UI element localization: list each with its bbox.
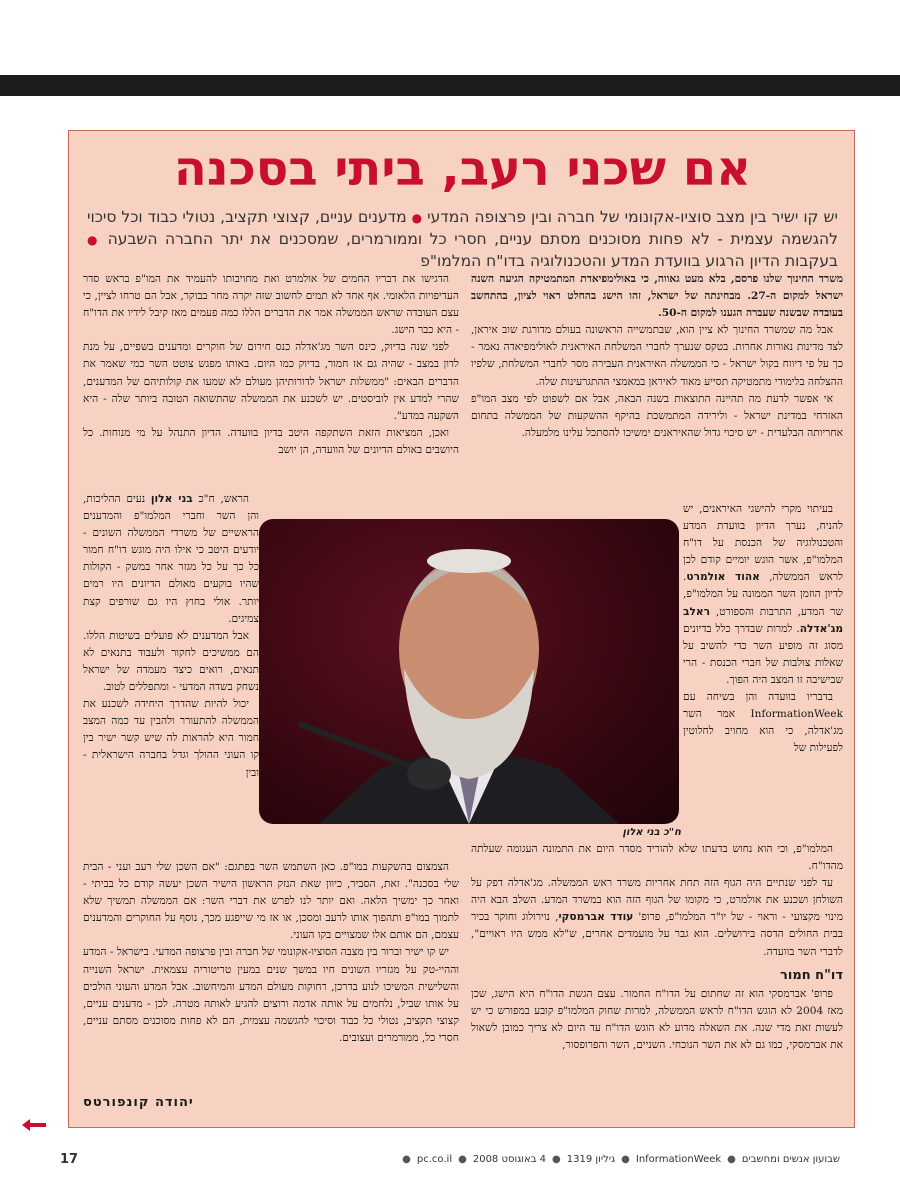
paragraph [683, 501, 843, 689]
paragraph: הצמצום בהשקעות במו"פ. כאן השתמש השר בפתגם: "אם השכן שלי רעב ועני - הבית שלי בסכנה". זאת, הסביר, כיוון שאת הנזק הראשון הישיר השכן יעשה קודם כל בביתי - ואחר כך ימשיך הלאה. ואם יותר לנו לפרש את דברי השר: אם הממשלה תמשיך שלא לתמוך במו"פ ותהפוך אותו לרעב ומסכן, או אז מי שייפגע מכך, נוסף על החוקרים והמדענים עצמם, הם אותם אלו שמצויים בקו העוני. [83, 861, 459, 942]
footer-date: 4 באוגוסט 2008 [472, 1153, 547, 1165]
column-right-bottom [471, 841, 843, 1121]
text: אמר השר מג'אדלה, כי הוא מחויב לחלוטין לפעילות של [683, 708, 843, 755]
text: הראש, ח"כ [198, 493, 249, 505]
portrait-illustration [259, 519, 679, 824]
paragraph: ואכן, המציאות הזאת השתקפה היטב בדיון בוועדה. הדיון התנהל על מי מנוחות. כל היושבים באולם הדיונים של הוועדה, הן יושב [83, 426, 459, 456]
page-number: 17 [60, 1151, 79, 1167]
person-name: ראלב מג'אדלה [683, 605, 843, 635]
subhead [87, 207, 838, 272]
paragraph [83, 491, 259, 628]
dot-icon: ● [458, 1153, 467, 1165]
person-name: בני אלון [150, 493, 193, 505]
headline: אם שכני רעב, ביתי בסכנה [173, 141, 752, 197]
text: . לדיון הוזמן השר הממונה על המלמו"פ, שר המדע, התרבות והספורט, [683, 571, 843, 618]
dot-icon: ● [402, 1153, 411, 1165]
paragraph: יכול להיות שהדרך היחידה לשכנע את הממשלה להתעורר ולהבין עד כמה המצב חמור היא להראות לה שיש קשר ישיר בין קו העוני ההולך וגדל בחברה הישראלית - ובין [83, 698, 259, 779]
paragraph: אי אפשר לדעת מה תהיינה התוצאות בשנה הבאה, אבל אם לשפוט לפי מצב המו"פ האזרחי במדינת ישראל - ולירידה המתמשכת בהיקף ההשקעות של הממשלה בתחום אחריותה הבלעדית - יש סיכוי גדול שהאיראנים ימשיכו להסתכל עלינו מלמעלה. [471, 392, 843, 439]
footer-site: pc.co.il [416, 1153, 453, 1165]
kippah-shape [427, 549, 511, 573]
text: נעים ההליכות, והן השר וחברי המלמו"פ והמדענים הראשיים של משרדי הממשלה השונים - יודעים היטב כי אילו היה מוגש דו"ח חמור כל כך על כל מגזר אחר במשק - הקולות שהיו בוקעים מאולם הדיונים היו רמים יותר. אולי בחוץ היו גם שורפים קצת צמיגים. [83, 493, 259, 625]
footer-issue: גיליון 1319 [566, 1153, 616, 1165]
article-panel [68, 130, 855, 1128]
subhead-part-3: בעקבות הדיון הרגוע בוועדת המדע והטכנולוגיה בדו"ח המלמו"פ [420, 252, 838, 270]
text: בעיתוי מקרי להישגי האיראנים, יש להניח, נערך הדיון בוועדת המדע והטכנולוגיה של הכנסת על דו"ח המלמו"פ, אשר הוגש יומיים קודם לכן לראש הממשלה, [683, 503, 843, 584]
section-title: דו"ח חמור [780, 967, 843, 983]
lead-paragraph: משרד החינוך שלנו פרסם, בלא מעט גאווה, כי באולימפיאדת המתמטיקה הגיעה השנה ישראל למקום ה-27. מבחינתה של ישראל, זהו הישג בהחלט ראוי לציון, בהתחשב בעובדה שבשנה שעברה הגענו למקום ה-50. [471, 273, 843, 320]
photo-caption: ח"כ בני אלון [622, 827, 681, 838]
paragraph: אבל המדענים לא פועלים בשיטות הללו. הם ממשיכים לחקור ולעבוד בתנאים לא תנאים, רואים כיצד מעמדה של ישראל נשחק בשדה המדעי - ומתפללים לטוב. [83, 629, 259, 694]
person-name: עודד אברמסקי [558, 911, 634, 924]
paragraph: המלמו"פ, וכי הוא נחוש בדעתו שלא להוריד מסדר היום את התמונה העגומה שעלתה מהדו"ח. [471, 843, 843, 873]
bullet-icon: ● [87, 233, 101, 247]
paragraph: אבל מה שמשרד החינוך לא ציין הוא, שבתמשייה הראשונה בעולם מדורגת שוב איראן, לצד מדינות נאורות אחרות. בטקס שנערך לחברי המשלחת האיראנית לאולימפיאדה נאמר - כך על פי דיווח בקול ישראל - כי הממשלה האיראנית העבירה מסר לחברי המשלחת, שלפיו ההצלחה בלימודי מתמטיקה תסייע מאוד לאיראן במאמצי ההתגרעינות שלה. [471, 324, 843, 388]
column-left-top [83, 271, 459, 493]
footer-publication: שבועון אנשים ומחשבים [741, 1153, 840, 1165]
brand-name: InformationWeek [750, 708, 843, 721]
text: בדבריו בוועדה והן בשיחה עם [683, 691, 833, 704]
top-bar [0, 75, 900, 96]
page-footer [60, 1150, 840, 1168]
dot-icon: ● [621, 1153, 630, 1165]
paragraph [683, 689, 843, 757]
author-byline: יהודה קונפורטס [83, 1095, 194, 1110]
column-left-bottom [83, 859, 459, 1089]
bullet-icon: ● [411, 211, 423, 225]
column-right-top [471, 271, 843, 506]
text: . למרות שבדרך כלל בדיונים מסוג זה מופיע השר כדי להשיב על שאלות צולבות של חברי הכנסת - הרי שבישיבה זו המצב היה הפוך. [683, 622, 843, 686]
paragraph: יש קו ישיר וברור בין מצבה הסוציו-אקונומי של חברה ובין פרצופה המדעי. בישראל - המדע וההיי-טק על מגזריו השונים חיו במשך שנים במעין טריטוריה עצמאית. ישראל השנייה והשלישית המשיכו לנוע בדרכן, רחוקות מעולם המדע והמיחשוב. אבל המדע והעוני הולכים על אותו שביל, נלחמים על אותה אדמה ורוצים להגיע לאותה מטרה. לכן - מדענים עניים, קצוצי תקציב, נטולי כל כבוד וסיכוי להגשמה עצמית, הם לא פחות מסוכנים מסתם עניים, חסרי כל, ממורמרים ועצובים. [83, 946, 459, 1044]
text: , נוירולוג וחוקר בכיר בבית החולים הדסה בירושלים. הוא גבר על מועמדים אחרים, ש"לא ממש היו ראויים", לדברי השר בוועדה. [471, 911, 843, 958]
arrow-end-icon [20, 1117, 48, 1133]
paragraph [471, 875, 843, 960]
paragraph: הדגישו את דבריו החמים של אולמרט ואת מחויבותו להעמיד את המו"פ בראש סדר העדיפויות הלאומי. אף אחד לא תמים לחשוב שזה יקרה מחר בבוקר, אבל הם טרחו לציין, כי עצם העובדה שראש הממשלה אמר את הדברים הללו כמה פעמים מאז קיבל לידיו את הדו"ח - היא כבר הישג. [83, 273, 459, 337]
text: עד לפני שנתיים היה הגוף הזה תחת אחריות משרד ראש הממשלה. מג'אדלה דפק על השולחן ושכנע את אולמרט, כי מקומו של הגוף הזה הוא במשרד המדע. השלב הבא היה מינוי מקצועי - וראוי - של יו"ר המלמו"פ, פרופ' [471, 877, 843, 924]
subhead-part-1: יש קו ישיר בין מצב סוציו-אקונומי של חברה ובין פרצופה המדעי [427, 208, 838, 226]
paragraph: פרופ' אברמסקי הוא זה שחתום על הדו"ח החמור. עצם הגשת הדו"ח היא הישג, שכן מאז 2004 לא הוגש הדו"ח לראש הממשלה, למרות שחוק המלמו"פ קובע במפורש כי יש לעשות זאת מדי שנה. את השאלה מדוע לא הוגש הדו"ח עד היום לא צריך כמובן לשאול את אברמסקי, כמו גם לא את השר הנוכחי. השניים, השר והפרופסור, [471, 987, 843, 1052]
mic-stand [299, 724, 419, 769]
subhead-part-2: מדענים עניים, קצוצי תקציב, נטולי כבוד וכל סיכוי להגשמה עצמית - לא פחות מסוכנים מסתם עניים, חסרי כל וממורמרים, שמסכנים את יתר החברה השבעה [87, 208, 838, 248]
portrait-photo [259, 519, 679, 824]
column-right-wrap [683, 501, 843, 861]
dot-icon: ● [727, 1153, 736, 1165]
column-left-wrap [83, 491, 259, 861]
microphone-icon [407, 758, 451, 790]
footer-brand: InformationWeek [635, 1153, 722, 1165]
paragraph: לפני שנה בדיוק, כינס השר מג'אדלה כנס חירום של חוקרים ומדענים בשפיים, על מנת לדון במצב - שהיה גם אז חמור, בדיוק כמו היום. באותו מפגש צוטט השר כמי שאמר את הדברים הבאים: "ממשלות ישראל לדורותיהן מעולם לא שמעו את קולותיהם של המדענים, שהרי למדע אין לוביסטים. יש לשכנע את הממשלה שהתשואה הטובה ביותר שלה - היא השקעה במדע". [83, 341, 459, 422]
person-name: אהוד אולמרט [686, 571, 760, 584]
dot-icon: ● [552, 1153, 561, 1165]
